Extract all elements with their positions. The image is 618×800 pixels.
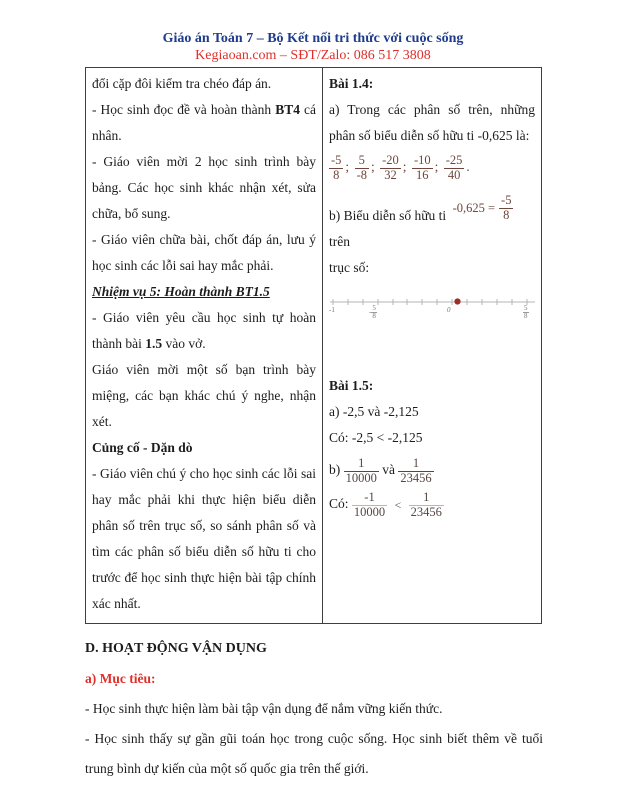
text-run: b) bbox=[329, 462, 341, 478]
document-header bbox=[85, 30, 541, 64]
separator: ; bbox=[402, 159, 407, 175]
terminator: . bbox=[466, 159, 470, 175]
text-run: và bbox=[382, 462, 395, 478]
fraction: $\frac{-20}{32}$ bbox=[382, 153, 399, 182]
activity-paragraph bbox=[92, 305, 316, 357]
exercise-1-5-part-a-answer: Có: -2,5 < -2,125 bbox=[329, 430, 423, 445]
bold-run: 1.5 bbox=[145, 336, 163, 351]
exercise-1-5-part-a: a) -2,5 và -2,125 bbox=[329, 404, 419, 419]
axis-label-minus-five-eighths: - 5 8 bbox=[369, 304, 376, 320]
activity-paragraph: - Giáo viên chú ý cho học sinh các lỗi sai hay mắc phải khi thực hiện biểu diễn phân số trên trục số, so sánh phân số và tìm các phân số biểu diễn số hữu ti cho trước để học sinh thực hiện bài tập chính xác nhất. bbox=[92, 466, 316, 611]
minus-sign: - bbox=[369, 308, 372, 316]
fraction-list bbox=[329, 154, 535, 182]
number-line-figure bbox=[330, 291, 535, 333]
lesson-table bbox=[85, 67, 542, 624]
text-run: vào vở. bbox=[162, 336, 206, 351]
activity-paragraph: - Giáo viên mời 2 học sinh trình bày bảng. Các học sinh khác nhận xét, sửa chữa, bổ sung. bbox=[92, 154, 316, 221]
solutions-column bbox=[323, 68, 542, 624]
header-title: Giáo án Toán 7 – Bộ Kết nối tri thức với cuộc sống bbox=[162, 31, 464, 46]
text-run: - Học sinh đọc đề và hoàn thành bbox=[92, 102, 276, 117]
fraction: $\frac{1}{23456}$ bbox=[400, 456, 432, 485]
fraction: $\frac{-1}{10000}$ bbox=[353, 490, 386, 519]
exercise-1-5-heading: Bài 1.5: bbox=[329, 378, 374, 393]
axis-label-five-eighths: 5 8 bbox=[524, 304, 528, 320]
activity-paragraph bbox=[92, 97, 316, 149]
axis-label-zero: 0 bbox=[447, 306, 451, 314]
objective-heading: a) Mục tiêu: bbox=[85, 671, 156, 686]
consolidation-heading: Củng cố - Dặn dò bbox=[92, 440, 193, 455]
objective-bullet: - Học sinh thực hiện làm bài tập vận dụng để nắm vững kiến thức. bbox=[85, 701, 443, 716]
fraction: $\frac{1}{10000}$ bbox=[345, 456, 377, 485]
fraction: $\frac{-5}{8}$ bbox=[331, 153, 342, 182]
separator: ; bbox=[434, 159, 439, 175]
exercise-1-4-part-b bbox=[329, 194, 535, 281]
text-run: trên bbox=[329, 234, 350, 249]
equation-lhs: -0,625 = bbox=[452, 201, 496, 215]
exercise-1-4-part-a: a) Trong các phân số trên, những phân số biểu diễn số hữu ti -0,625 là: bbox=[329, 102, 535, 143]
fraction: $\frac{1}{23456}$ bbox=[410, 490, 442, 519]
fraction: $\frac{-5}{8}$ bbox=[501, 193, 512, 222]
objective-bullet: - Học sinh thấy sự gần gũi toán học trong cuộc sống. Học sinh biết thêm về tuổi trung bình dự kiến của một số quốc gia trên thế giới. bbox=[85, 731, 543, 776]
activities-column bbox=[86, 68, 323, 624]
text-run: b) Biểu diễn số hữu ti bbox=[329, 208, 447, 223]
fraction: $\frac{-10}{16}$ bbox=[413, 153, 431, 182]
text-run: Có: bbox=[329, 496, 349, 512]
activity-paragraph: đổi cặp đôi kiểm tra chéo đáp án. bbox=[92, 76, 272, 91]
separator: ; bbox=[370, 159, 375, 175]
text-run: cá nhân. bbox=[92, 102, 317, 143]
application-activity-section bbox=[85, 634, 543, 784]
exercise-1-5-part-b-answer bbox=[329, 491, 535, 519]
number-line-axis bbox=[330, 294, 535, 308]
activity-paragraph: - Giáo viên chữa bài, chốt đáp án, lưu ý học sinh các lỗi sai hay mắc phải. bbox=[92, 232, 316, 273]
separator: ; bbox=[345, 159, 350, 175]
plotted-point-dot bbox=[454, 298, 460, 304]
section-d-heading: D. HOẠT ĐỘNG VẬN DỤNG bbox=[85, 641, 267, 656]
activity-paragraph: Giáo viên mời một số bạn trình bày miệng, các bạn khác chú ý nghe, nhận xét. bbox=[92, 362, 316, 429]
task5-heading: Nhiệm vụ 5: Hoàn thành BT1.5 bbox=[92, 284, 270, 299]
header-contact: Kegiaoan.com – SĐT/Zalo: 086 517 3808 bbox=[195, 48, 431, 63]
exercise-1-5-part-b bbox=[329, 457, 535, 485]
exercise-1-4-heading: Bài 1.4: bbox=[329, 76, 374, 91]
text-run: - Giáo viên yêu cầu học sinh tự hoàn thành bài bbox=[92, 310, 316, 351]
less-than-sign: < bbox=[394, 498, 402, 512]
axis-label-minus1: -1 bbox=[329, 306, 335, 314]
fraction: $\frac{5}{-8}$ bbox=[356, 153, 367, 182]
bold-run: BT4 bbox=[275, 102, 300, 117]
fraction: $\frac{-25}{40}$ bbox=[445, 153, 463, 182]
decimal-fraction-equation bbox=[453, 194, 514, 222]
text-run: trục số: bbox=[329, 260, 370, 275]
